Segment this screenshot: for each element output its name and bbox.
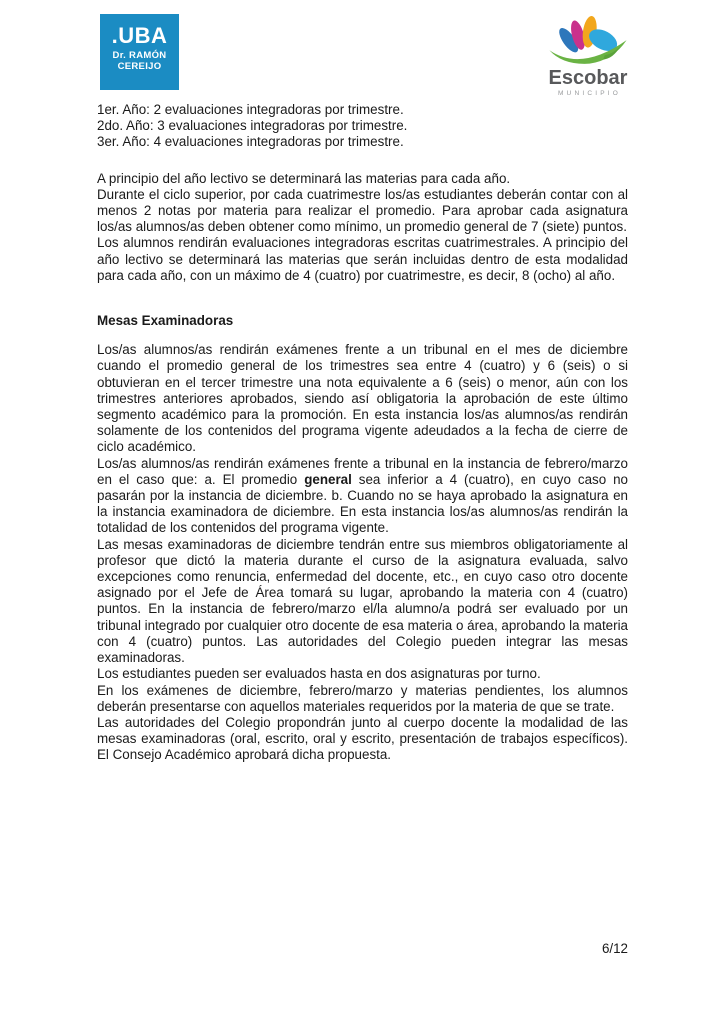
paragraph-ciclo-superior: Durante el ciclo superior, por cada cuatrimestre los/as estudiantes deberán contar con al menos 2 notas por materia para realizar el promedio. Para aprobar cada asignatura los/as alumnos/as deben obtener como mínimo, un promedio general de 7 (siete) puntos. <box>97 186 628 235</box>
paragraph-materiales: En los exámenes de diciembre, febrero/marzo y materias pendientes, los alumnos deberán presentarse con aquellos materiales requeridos por la materia de que se trate. <box>97 682 628 714</box>
paragraph-examenes-diciembre: Los/as alumnos/as rendirán exámenes frente a un tribunal en el mes de diciembre cuando el promedio general de los trimestres sea entre 4 (cuatro) y 6 (seis) o si obtuvieran en el tercer trimestre una nota equivalente a 6 (seis) o menor, aún con los trimestres anteriores aprobados, siendo así obligatoria la aprobación de este último segmento académico para la promoción. En esta instancia los/as alumnos/as rendirán solamente de los contenidos del programa vigente adeudados a la fecha de cierre de ciclo académico. <box>97 342 628 455</box>
uba-logo-subtitle-line1: Dr. RAMÓN <box>112 50 167 61</box>
paragraph-intro: A principio del año lectivo se determinará las materias para cada año. <box>97 170 511 186</box>
paragraph-febrero-bold: general <box>304 471 352 487</box>
year-evaluations-list <box>97 102 628 151</box>
escobar-flower-icon <box>546 15 630 67</box>
paragraph-modalidad: Las autoridades del Colegio propondrán junto al cuerpo docente la modalidad de las mesas examinadoras (oral, escrito, oral y escrito, presentación de trabajos específicos). El Consejo Académico aprobará dicha propuesta. <box>97 714 628 763</box>
escobar-wordmark: Escobar <box>548 67 628 89</box>
document-content <box>97 102 628 764</box>
paragraph-mesas-diciembre: Las mesas examinadoras de diciembre tendrán entre sus miembros obligatoriamente al profesor que dictó la materia durante el curso de la asignatura evaluada, salvo excepciones como renuncia, enfermedad del docente, etc., en cuyo caso otro docente asignado por el Jefe de Área tomará su lugar, aprobando la materia con 4 (cuatro) puntos. En la instancia de febrero/marzo el/la alumno/a podrá ser evaluado por un tribunal integrado por cualquier otro docente de esa materia o área, aprobando la materia con 4 (cuatro) puntos. Las autoridades del Colegio pueden integrar las mesas examinadoras. <box>97 536 628 666</box>
escobar-subtitle: MUNICIPIO <box>557 90 622 97</box>
uba-logo <box>100 14 179 90</box>
list-item-year3: 3er. Año: 4 evaluaciones integradoras por trimestre. <box>97 134 404 150</box>
escobar-logo <box>537 15 639 97</box>
paragraph-febrero-post: sea inferior a 4 (cuatro), en cuyo caso no pasarán por la instancia de diciembre. b. Cuando no se haya aprobado la asignatura en la instancia examinadora de diciembre. En esta instancia los/as alumnos/as rendirán la totalidad de los contenidos del programa vigente. <box>97 471 628 536</box>
page-number: 6/12 <box>601 941 628 956</box>
list-item-year2: 2do. Año: 3 evaluaciones integradoras por trimestre. <box>97 118 408 134</box>
paragraph-turno: Los estudiantes pueden ser evaluados hasta en dos asignaturas por turno. <box>97 666 541 682</box>
section-heading-mesas-examinadoras: Mesas Examinadoras <box>97 313 234 329</box>
paragraph-febrero-pre: Los/as alumnos/as rendirán exámenes frente a tribunal en la instancia de febrero/marzo en el caso que: a. El promedio <box>97 455 628 487</box>
list-item-year1: 1er. Año: 2 evaluaciones integradoras por trimestre. <box>97 102 404 117</box>
paragraph-integradoras: Los alumnos rendirán evaluaciones integradoras escritas cuatrimestrales. A principio del año lectivo se determinará las materias que serán incluidas dentro de esta modalidad para cada año, con un máximo de 4 (cuatro) por cuatrimestre, es decir, 8 (ocho) al año. <box>97 235 628 283</box>
uba-logo-title: .UBA <box>111 23 168 48</box>
uba-logo-subtitle-line2: CEREIJO <box>117 61 162 72</box>
paragraph-examenes-febrero-marzo <box>97 456 628 537</box>
